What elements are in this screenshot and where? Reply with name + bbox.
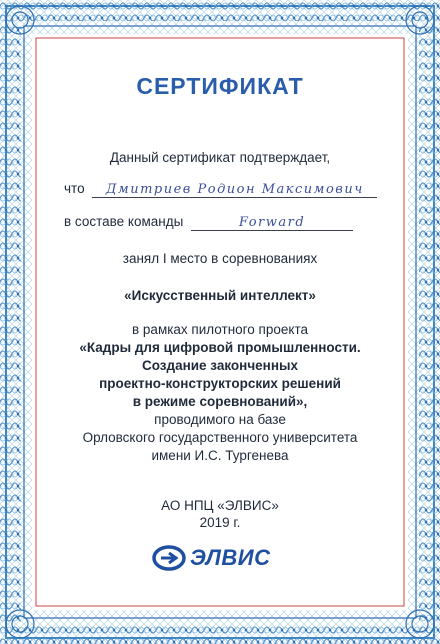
project-line: Создание законченных [141, 358, 299, 373]
recipient-name: Дмитриев Родион Максимович [105, 182, 364, 197]
venue-line: Орловского государственного университета [82, 430, 358, 445]
organizer-text: АО НПЦ «ЭЛВИС» [161, 498, 279, 513]
venue-line: проводимого на базе [154, 412, 286, 427]
elvis-logo-icon [152, 545, 186, 571]
competition-name: «Искусственный интеллект» [124, 288, 316, 303]
recipient-field [92, 181, 377, 198]
certificate-title: СЕРТИФИКАТ [136, 73, 304, 99]
team-field [191, 214, 353, 231]
framework-line: в рамках пилотного проекта [132, 322, 308, 337]
team-name: Forward [238, 215, 306, 230]
intro-text: Данный сертификат подтверждает, [109, 150, 331, 165]
project-line: проектно-конструкторских решений [99, 376, 341, 391]
project-line: в режиме соревнований», [132, 394, 308, 409]
elvis-logo-text: ЭЛВИС [190, 545, 271, 570]
project-line: «Кадры для цифровой промышленности. [79, 340, 361, 355]
that-label: что [64, 181, 85, 196]
team-row [64, 214, 353, 231]
team-label: в составе команды [64, 214, 184, 229]
year-text: 2019 г. [199, 515, 241, 530]
venue-line: имени И.С. Тургенева [151, 448, 289, 463]
elvis-logo [152, 544, 292, 572]
place-text: занял I место в соревнованиях [122, 251, 318, 266]
recipient-row [64, 181, 377, 198]
